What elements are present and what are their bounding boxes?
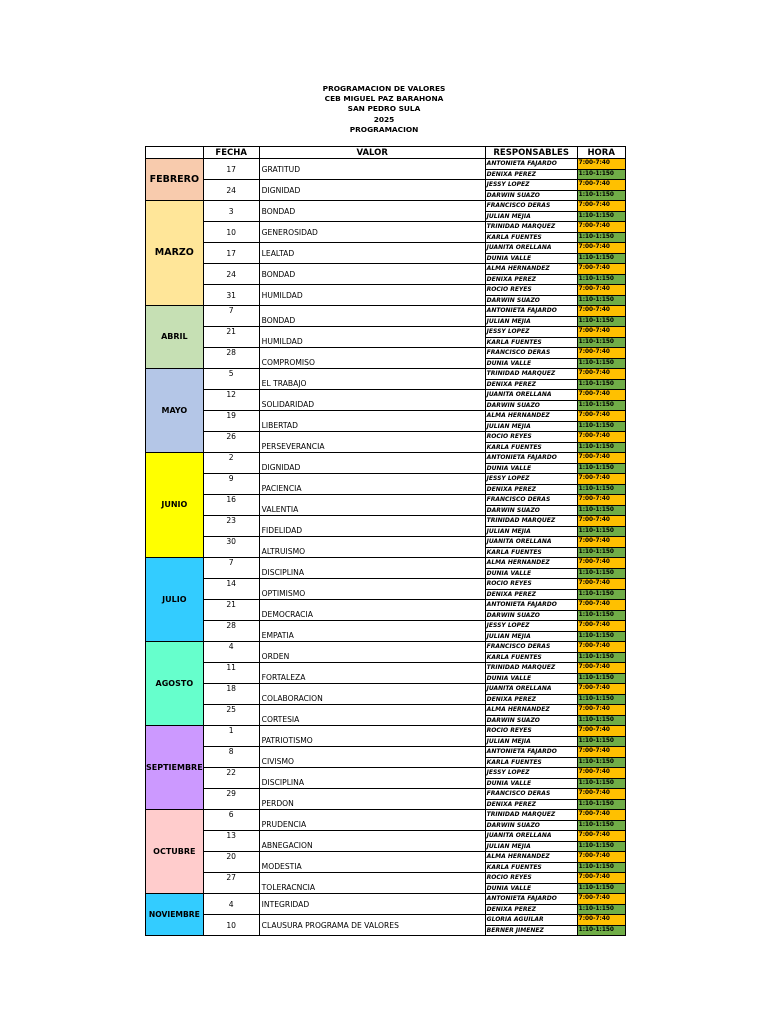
- time-slot-morning: 7:00-7:40: [577, 621, 625, 632]
- time-slot-afternoon: 1:10-1:150: [577, 925, 625, 936]
- responsible-afternoon: DENIXA PEREZ: [485, 274, 577, 285]
- date-cell: 14: [203, 579, 259, 600]
- time-slot-morning: 7:00-7:40: [577, 726, 625, 737]
- responsible-morning: FRANCISCO DERAS: [485, 495, 577, 506]
- date-cell: 2: [203, 453, 259, 474]
- time-slot-morning: 7:00-7:40: [577, 348, 625, 359]
- time-slot-morning: 7:00-7:40: [577, 159, 625, 170]
- value-cell: PATRIOTISMO: [259, 726, 485, 747]
- time-slot-afternoon: 1:10-1:150: [577, 841, 625, 852]
- table-row: [146, 852, 626, 863]
- responsible-afternoon: DUNIA VALLE: [485, 778, 577, 789]
- table-body: [146, 159, 626, 936]
- date-cell: 13: [203, 831, 259, 852]
- time-slot-morning: 7:00-7:40: [577, 222, 625, 233]
- date-cell: 28: [203, 348, 259, 369]
- time-slot-morning: 7:00-7:40: [577, 327, 625, 338]
- header-valor: VALOR: [259, 147, 485, 159]
- table-row: [146, 873, 626, 884]
- responsible-morning: ROCIO REYES: [485, 432, 577, 443]
- responsible-afternoon: JULIAN MEJIA: [485, 631, 577, 642]
- date-cell: 5: [203, 369, 259, 390]
- header-subtitle: PROGRAMACION: [349, 124, 419, 134]
- responsible-afternoon: DUNIA VALLE: [485, 253, 577, 264]
- table-row: [146, 432, 626, 443]
- table-row: [146, 579, 626, 590]
- responsible-morning: JESSY LOPEZ: [485, 180, 577, 191]
- value-cell: BONDAD: [259, 201, 485, 222]
- time-slot-morning: 7:00-7:40: [577, 831, 625, 842]
- responsible-morning: ANTONIETA FAJARDO: [485, 159, 577, 170]
- table-row: [146, 600, 626, 611]
- value-cell: DEMOCRACIA: [259, 600, 485, 621]
- responsible-afternoon: DENIXA PEREZ: [485, 589, 577, 600]
- header-school: CEB MIGUEL PAZ BARAHONA: [324, 94, 444, 104]
- date-cell: 19: [203, 411, 259, 432]
- responsible-afternoon: DARWIN SUAZO: [485, 400, 577, 411]
- table-row: [146, 180, 626, 191]
- responsible-afternoon: DENIXA PEREZ: [485, 904, 577, 915]
- time-slot-morning: 7:00-7:40: [577, 579, 625, 590]
- time-slot-afternoon: 1:10-1:150: [577, 589, 625, 600]
- month-label: ABRIL: [146, 306, 204, 369]
- responsible-morning: FRANCISCO DERAS: [485, 348, 577, 359]
- date-cell: 24: [203, 264, 259, 285]
- value-cell: CIVISMO: [259, 747, 485, 768]
- time-slot-afternoon: 1:10-1:150: [577, 904, 625, 915]
- responsible-afternoon: KARLA FUENTES: [485, 337, 577, 348]
- time-slot-morning: 7:00-7:40: [577, 642, 625, 653]
- date-cell: 8: [203, 747, 259, 768]
- responsible-afternoon: DARWIN SUAZO: [485, 295, 577, 306]
- responsible-afternoon: DARWIN SUAZO: [485, 190, 577, 201]
- responsible-afternoon: DUNIA VALLE: [485, 568, 577, 579]
- date-cell: 27: [203, 873, 259, 894]
- table-row: [146, 516, 626, 527]
- time-slot-morning: 7:00-7:40: [577, 369, 625, 380]
- time-slot-afternoon: 1:10-1:150: [577, 169, 625, 180]
- value-cell: LEALTAD: [259, 243, 485, 264]
- time-slot-morning: 7:00-7:40: [577, 306, 625, 317]
- responsible-afternoon: DUNIA VALLE: [485, 463, 577, 474]
- responsible-afternoon: JULIAN MEJIA: [485, 841, 577, 852]
- value-cell: MODESTIA: [259, 852, 485, 873]
- date-cell: 6: [203, 810, 259, 831]
- responsible-morning: JUANITA ORELLANA: [485, 537, 577, 548]
- time-slot-morning: 7:00-7:40: [577, 180, 625, 191]
- time-slot-afternoon: 1:10-1:150: [577, 568, 625, 579]
- header-title: PROGRAMACION DE VALORES: [322, 84, 446, 93]
- table-row: [146, 369, 626, 380]
- header-hora: HORA: [577, 147, 625, 159]
- responsible-morning: TRINIDAD MARQUEZ: [485, 222, 577, 233]
- responsible-morning: FRANCISCO DERAS: [485, 642, 577, 653]
- time-slot-afternoon: 1:10-1:150: [577, 610, 625, 621]
- value-cell: DISCIPLINA: [259, 768, 485, 789]
- time-slot-morning: 7:00-7:40: [577, 558, 625, 569]
- value-cell: VALENTIA: [259, 495, 485, 516]
- time-slot-morning: 7:00-7:40: [577, 789, 625, 800]
- month-label: NOVIEMBRE: [146, 894, 204, 936]
- time-slot-morning: 7:00-7:40: [577, 201, 625, 212]
- date-cell: 25: [203, 705, 259, 726]
- month-label: JUNIO: [146, 453, 204, 558]
- time-slot-afternoon: 1:10-1:150: [577, 484, 625, 495]
- time-slot-afternoon: 1:10-1:150: [577, 442, 625, 453]
- responsible-morning: ANTONIETA FAJARDO: [485, 894, 577, 905]
- responsible-morning: JESSY LOPEZ: [485, 474, 577, 485]
- time-slot-afternoon: 1:10-1:150: [577, 526, 625, 537]
- responsible-morning: FRANCISCO DERAS: [485, 789, 577, 800]
- date-cell: 7: [203, 306, 259, 327]
- date-cell: 4: [203, 642, 259, 663]
- time-slot-afternoon: 1:10-1:150: [577, 358, 625, 369]
- table-row: [146, 537, 626, 548]
- date-cell: 17: [203, 243, 259, 264]
- date-cell: 29: [203, 789, 259, 810]
- responsible-morning: TRINIDAD MARQUEZ: [485, 810, 577, 821]
- value-cell: PACIENCIA: [259, 474, 485, 495]
- responsible-morning: ALMA HERNANDEZ: [485, 852, 577, 863]
- header-city: SAN PEDRO SULA: [347, 104, 421, 114]
- time-slot-morning: 7:00-7:40: [577, 453, 625, 464]
- time-slot-morning: 7:00-7:40: [577, 663, 625, 674]
- responsible-morning: TRINIDAD MARQUEZ: [485, 369, 577, 380]
- table-row: [146, 642, 626, 653]
- date-cell: 3: [203, 201, 259, 222]
- month-label: MARZO: [146, 201, 204, 306]
- value-cell: GENEROSIDAD: [259, 222, 485, 243]
- table-row: [146, 684, 626, 695]
- table-row: [146, 558, 626, 569]
- time-slot-afternoon: 1:10-1:150: [577, 400, 625, 411]
- responsible-morning: ALMA HERNANDEZ: [485, 705, 577, 716]
- time-slot-afternoon: 1:10-1:150: [577, 778, 625, 789]
- responsible-morning: TRINIDAD MARQUEZ: [485, 663, 577, 674]
- responsible-afternoon: DENIXA PEREZ: [485, 799, 577, 810]
- responsible-afternoon: DARWIN SUAZO: [485, 820, 577, 831]
- date-cell: 31: [203, 285, 259, 306]
- time-slot-afternoon: 1:10-1:150: [577, 379, 625, 390]
- time-slot-afternoon: 1:10-1:150: [577, 673, 625, 684]
- date-cell: 12: [203, 390, 259, 411]
- value-cell: INTEGRIDAD: [259, 894, 485, 915]
- responsible-afternoon: DENIXA PEREZ: [485, 484, 577, 495]
- month-label: FEBRERO: [146, 159, 204, 201]
- date-cell: 10: [203, 222, 259, 243]
- document-header: [0, 84, 768, 135]
- responsible-morning: ROCIO REYES: [485, 285, 577, 296]
- time-slot-afternoon: 1:10-1:150: [577, 652, 625, 663]
- table-row: [146, 705, 626, 716]
- table-row: [146, 159, 626, 170]
- responsible-afternoon: JULIAN MEJIA: [485, 526, 577, 537]
- responsible-afternoon: DUNIA VALLE: [485, 358, 577, 369]
- value-cell: CLAUSURA PROGRAMA DE VALORES: [259, 915, 485, 936]
- value-cell: BONDAD: [259, 264, 485, 285]
- responsible-morning: ROCIO REYES: [485, 873, 577, 884]
- time-slot-afternoon: 1:10-1:150: [577, 547, 625, 558]
- value-cell: PERDON: [259, 789, 485, 810]
- time-slot-morning: 7:00-7:40: [577, 390, 625, 401]
- responsible-afternoon: DENIXA PEREZ: [485, 169, 577, 180]
- date-cell: 11: [203, 663, 259, 684]
- date-cell: 16: [203, 495, 259, 516]
- responsible-morning: JESSY LOPEZ: [485, 768, 577, 779]
- time-slot-morning: 7:00-7:40: [577, 894, 625, 905]
- table-row: [146, 663, 626, 674]
- responsible-afternoon: KARLA FUENTES: [485, 862, 577, 873]
- time-slot-morning: 7:00-7:40: [577, 264, 625, 275]
- value-cell: COLABORACION: [259, 684, 485, 705]
- time-slot-morning: 7:00-7:40: [577, 915, 625, 926]
- time-slot-morning: 7:00-7:40: [577, 243, 625, 254]
- date-cell: 18: [203, 684, 259, 705]
- values-schedule-table: [145, 146, 626, 936]
- time-slot-afternoon: 1:10-1:150: [577, 883, 625, 894]
- table-row: [146, 474, 626, 485]
- time-slot-afternoon: 1:10-1:150: [577, 253, 625, 264]
- responsible-morning: ALMA HERNANDEZ: [485, 558, 577, 569]
- header-responsables: RESPONSABLES: [485, 147, 577, 159]
- table-row: [146, 495, 626, 506]
- table-row: [146, 411, 626, 422]
- value-cell: HUMILDAD: [259, 327, 485, 348]
- time-slot-morning: 7:00-7:40: [577, 684, 625, 695]
- value-cell: OPTIMISMO: [259, 579, 485, 600]
- table-row: [146, 201, 626, 212]
- responsible-afternoon: KARLA FUENTES: [485, 757, 577, 768]
- value-cell: DIGNIDAD: [259, 180, 485, 201]
- value-cell: LIBERTAD: [259, 411, 485, 432]
- responsible-morning: TRINIDAD MARQUEZ: [485, 516, 577, 527]
- month-label: MAYO: [146, 369, 204, 453]
- time-slot-morning: 7:00-7:40: [577, 537, 625, 548]
- date-cell: 7: [203, 558, 259, 579]
- time-slot-morning: 7:00-7:40: [577, 768, 625, 779]
- time-slot-afternoon: 1:10-1:150: [577, 631, 625, 642]
- value-cell: ALTRUISMO: [259, 537, 485, 558]
- responsible-afternoon: KARLA FUENTES: [485, 652, 577, 663]
- table-row: [146, 453, 626, 464]
- responsible-morning: JESSY LOPEZ: [485, 327, 577, 338]
- value-cell: DISCIPLINA: [259, 558, 485, 579]
- date-cell: 21: [203, 600, 259, 621]
- table-row: [146, 348, 626, 359]
- date-cell: 21: [203, 327, 259, 348]
- responsible-morning: ROCIO REYES: [485, 579, 577, 590]
- time-slot-afternoon: 1:10-1:150: [577, 274, 625, 285]
- date-cell: 20: [203, 852, 259, 873]
- table-row: [146, 831, 626, 842]
- responsible-morning: JUANITA ORELLANA: [485, 831, 577, 842]
- table-row: [146, 390, 626, 401]
- table-row: [146, 747, 626, 758]
- value-cell: TOLERACNCIA: [259, 873, 485, 894]
- time-slot-morning: 7:00-7:40: [577, 411, 625, 422]
- value-cell: BONDAD: [259, 306, 485, 327]
- responsible-afternoon: BERNER JIMENEZ: [485, 925, 577, 936]
- time-slot-afternoon: 1:10-1:150: [577, 694, 625, 705]
- header-year: 2025: [373, 114, 395, 124]
- table-row: [146, 915, 626, 926]
- date-cell: 17: [203, 159, 259, 180]
- value-cell: FORTALEZA: [259, 663, 485, 684]
- responsible-morning: ALMA HERNANDEZ: [485, 264, 577, 275]
- responsible-afternoon: DUNIA VALLE: [485, 883, 577, 894]
- value-cell: DIGNIDAD: [259, 453, 485, 474]
- value-cell: EL TRABAJO: [259, 369, 485, 390]
- responsible-morning: ALMA HERNANDEZ: [485, 411, 577, 422]
- time-slot-morning: 7:00-7:40: [577, 747, 625, 758]
- responsible-afternoon: JULIAN MEJIA: [485, 736, 577, 747]
- value-cell: COMPROMISO: [259, 348, 485, 369]
- time-slot-afternoon: 1:10-1:150: [577, 862, 625, 873]
- time-slot-afternoon: 1:10-1:150: [577, 316, 625, 327]
- responsible-morning: JUANITA ORELLANA: [485, 684, 577, 695]
- date-cell: 30: [203, 537, 259, 558]
- value-cell: ABNEGACION: [259, 831, 485, 852]
- responsible-afternoon: KARLA FUENTES: [485, 547, 577, 558]
- time-slot-afternoon: 1:10-1:150: [577, 715, 625, 726]
- responsible-afternoon: DARWIN SUAZO: [485, 505, 577, 516]
- value-cell: SOLIDARIDAD: [259, 390, 485, 411]
- time-slot-afternoon: 1:10-1:150: [577, 421, 625, 432]
- time-slot-morning: 7:00-7:40: [577, 600, 625, 611]
- responsible-morning: FRANCISCO DERAS: [485, 201, 577, 212]
- table-row: [146, 894, 626, 905]
- date-cell: 1: [203, 726, 259, 747]
- value-cell: ORDEN: [259, 642, 485, 663]
- time-slot-afternoon: 1:10-1:150: [577, 757, 625, 768]
- value-cell: PRUDENCIA: [259, 810, 485, 831]
- time-slot-morning: 7:00-7:40: [577, 705, 625, 716]
- responsible-afternoon: JULIAN MEJIA: [485, 421, 577, 432]
- time-slot-morning: 7:00-7:40: [577, 474, 625, 485]
- responsible-morning: GLORIA AGUILAR: [485, 915, 577, 926]
- responsible-morning: ANTONIETA FAJARDO: [485, 747, 577, 758]
- date-cell: 24: [203, 180, 259, 201]
- date-cell: 26: [203, 432, 259, 453]
- table-header-row: [146, 147, 626, 159]
- time-slot-afternoon: 1:10-1:150: [577, 295, 625, 306]
- responsible-afternoon: JULIAN MEJIA: [485, 211, 577, 222]
- responsible-afternoon: KARLA FUENTES: [485, 232, 577, 243]
- table-row: [146, 222, 626, 233]
- responsible-morning: JUANITA ORELLANA: [485, 390, 577, 401]
- value-cell: EMPATIA: [259, 621, 485, 642]
- time-slot-morning: 7:00-7:40: [577, 810, 625, 821]
- month-label: SEPTIEMBRE: [146, 726, 204, 810]
- header-month: [146, 147, 204, 159]
- date-cell: 10: [203, 915, 259, 936]
- value-cell: HUMILDAD: [259, 285, 485, 306]
- responsible-morning: JUANITA ORELLANA: [485, 243, 577, 254]
- date-cell: 23: [203, 516, 259, 537]
- time-slot-morning: 7:00-7:40: [577, 516, 625, 527]
- responsible-afternoon: DARWIN SUAZO: [485, 715, 577, 726]
- table-row: [146, 264, 626, 275]
- value-cell: CORTESIA: [259, 705, 485, 726]
- table-row: [146, 621, 626, 632]
- responsible-afternoon: KARLA FUENTES: [485, 442, 577, 453]
- time-slot-afternoon: 1:10-1:150: [577, 505, 625, 516]
- value-cell: GRATITUD: [259, 159, 485, 180]
- time-slot-afternoon: 1:10-1:150: [577, 799, 625, 810]
- responsible-afternoon: DENIXA PEREZ: [485, 694, 577, 705]
- date-cell: 28: [203, 621, 259, 642]
- date-cell: 4: [203, 894, 259, 915]
- table-row: [146, 306, 626, 317]
- responsible-morning: ANTONIETA FAJARDO: [485, 306, 577, 317]
- month-label: OCTUBRE: [146, 810, 204, 894]
- time-slot-morning: 7:00-7:40: [577, 432, 625, 443]
- table-row: [146, 285, 626, 296]
- time-slot-afternoon: 1:10-1:150: [577, 211, 625, 222]
- responsible-afternoon: DENIXA PEREZ: [485, 379, 577, 390]
- table-row: [146, 327, 626, 338]
- time-slot-afternoon: 1:10-1:150: [577, 190, 625, 201]
- table-row: [146, 768, 626, 779]
- value-cell: PERSEVERANCIA: [259, 432, 485, 453]
- value-cell: FIDELIDAD: [259, 516, 485, 537]
- date-cell: 22: [203, 768, 259, 789]
- responsible-afternoon: JULIAN MEJIA: [485, 316, 577, 327]
- table-row: [146, 789, 626, 800]
- responsible-morning: JESSY LOPEZ: [485, 621, 577, 632]
- time-slot-morning: 7:00-7:40: [577, 873, 625, 884]
- time-slot-afternoon: 1:10-1:150: [577, 736, 625, 747]
- time-slot-afternoon: 1:10-1:150: [577, 463, 625, 474]
- month-label: AGOSTO: [146, 642, 204, 726]
- table-row: [146, 810, 626, 821]
- month-label: JULIO: [146, 558, 204, 642]
- responsible-afternoon: DARWIN SUAZO: [485, 610, 577, 621]
- table-row: [146, 243, 626, 254]
- header-fecha: FECHA: [203, 147, 259, 159]
- responsible-morning: ANTONIETA FAJARDO: [485, 453, 577, 464]
- time-slot-morning: 7:00-7:40: [577, 495, 625, 506]
- date-cell: 9: [203, 474, 259, 495]
- responsible-afternoon: DUNIA VALLE: [485, 673, 577, 684]
- time-slot-morning: 7:00-7:40: [577, 852, 625, 863]
- responsible-morning: ANTONIETA FAJARDO: [485, 600, 577, 611]
- time-slot-afternoon: 1:10-1:150: [577, 820, 625, 831]
- table-row: [146, 726, 626, 737]
- time-slot-morning: 7:00-7:40: [577, 285, 625, 296]
- responsible-morning: ROCIO REYES: [485, 726, 577, 737]
- time-slot-afternoon: 1:10-1:150: [577, 337, 625, 348]
- time-slot-afternoon: 1:10-1:150: [577, 232, 625, 243]
